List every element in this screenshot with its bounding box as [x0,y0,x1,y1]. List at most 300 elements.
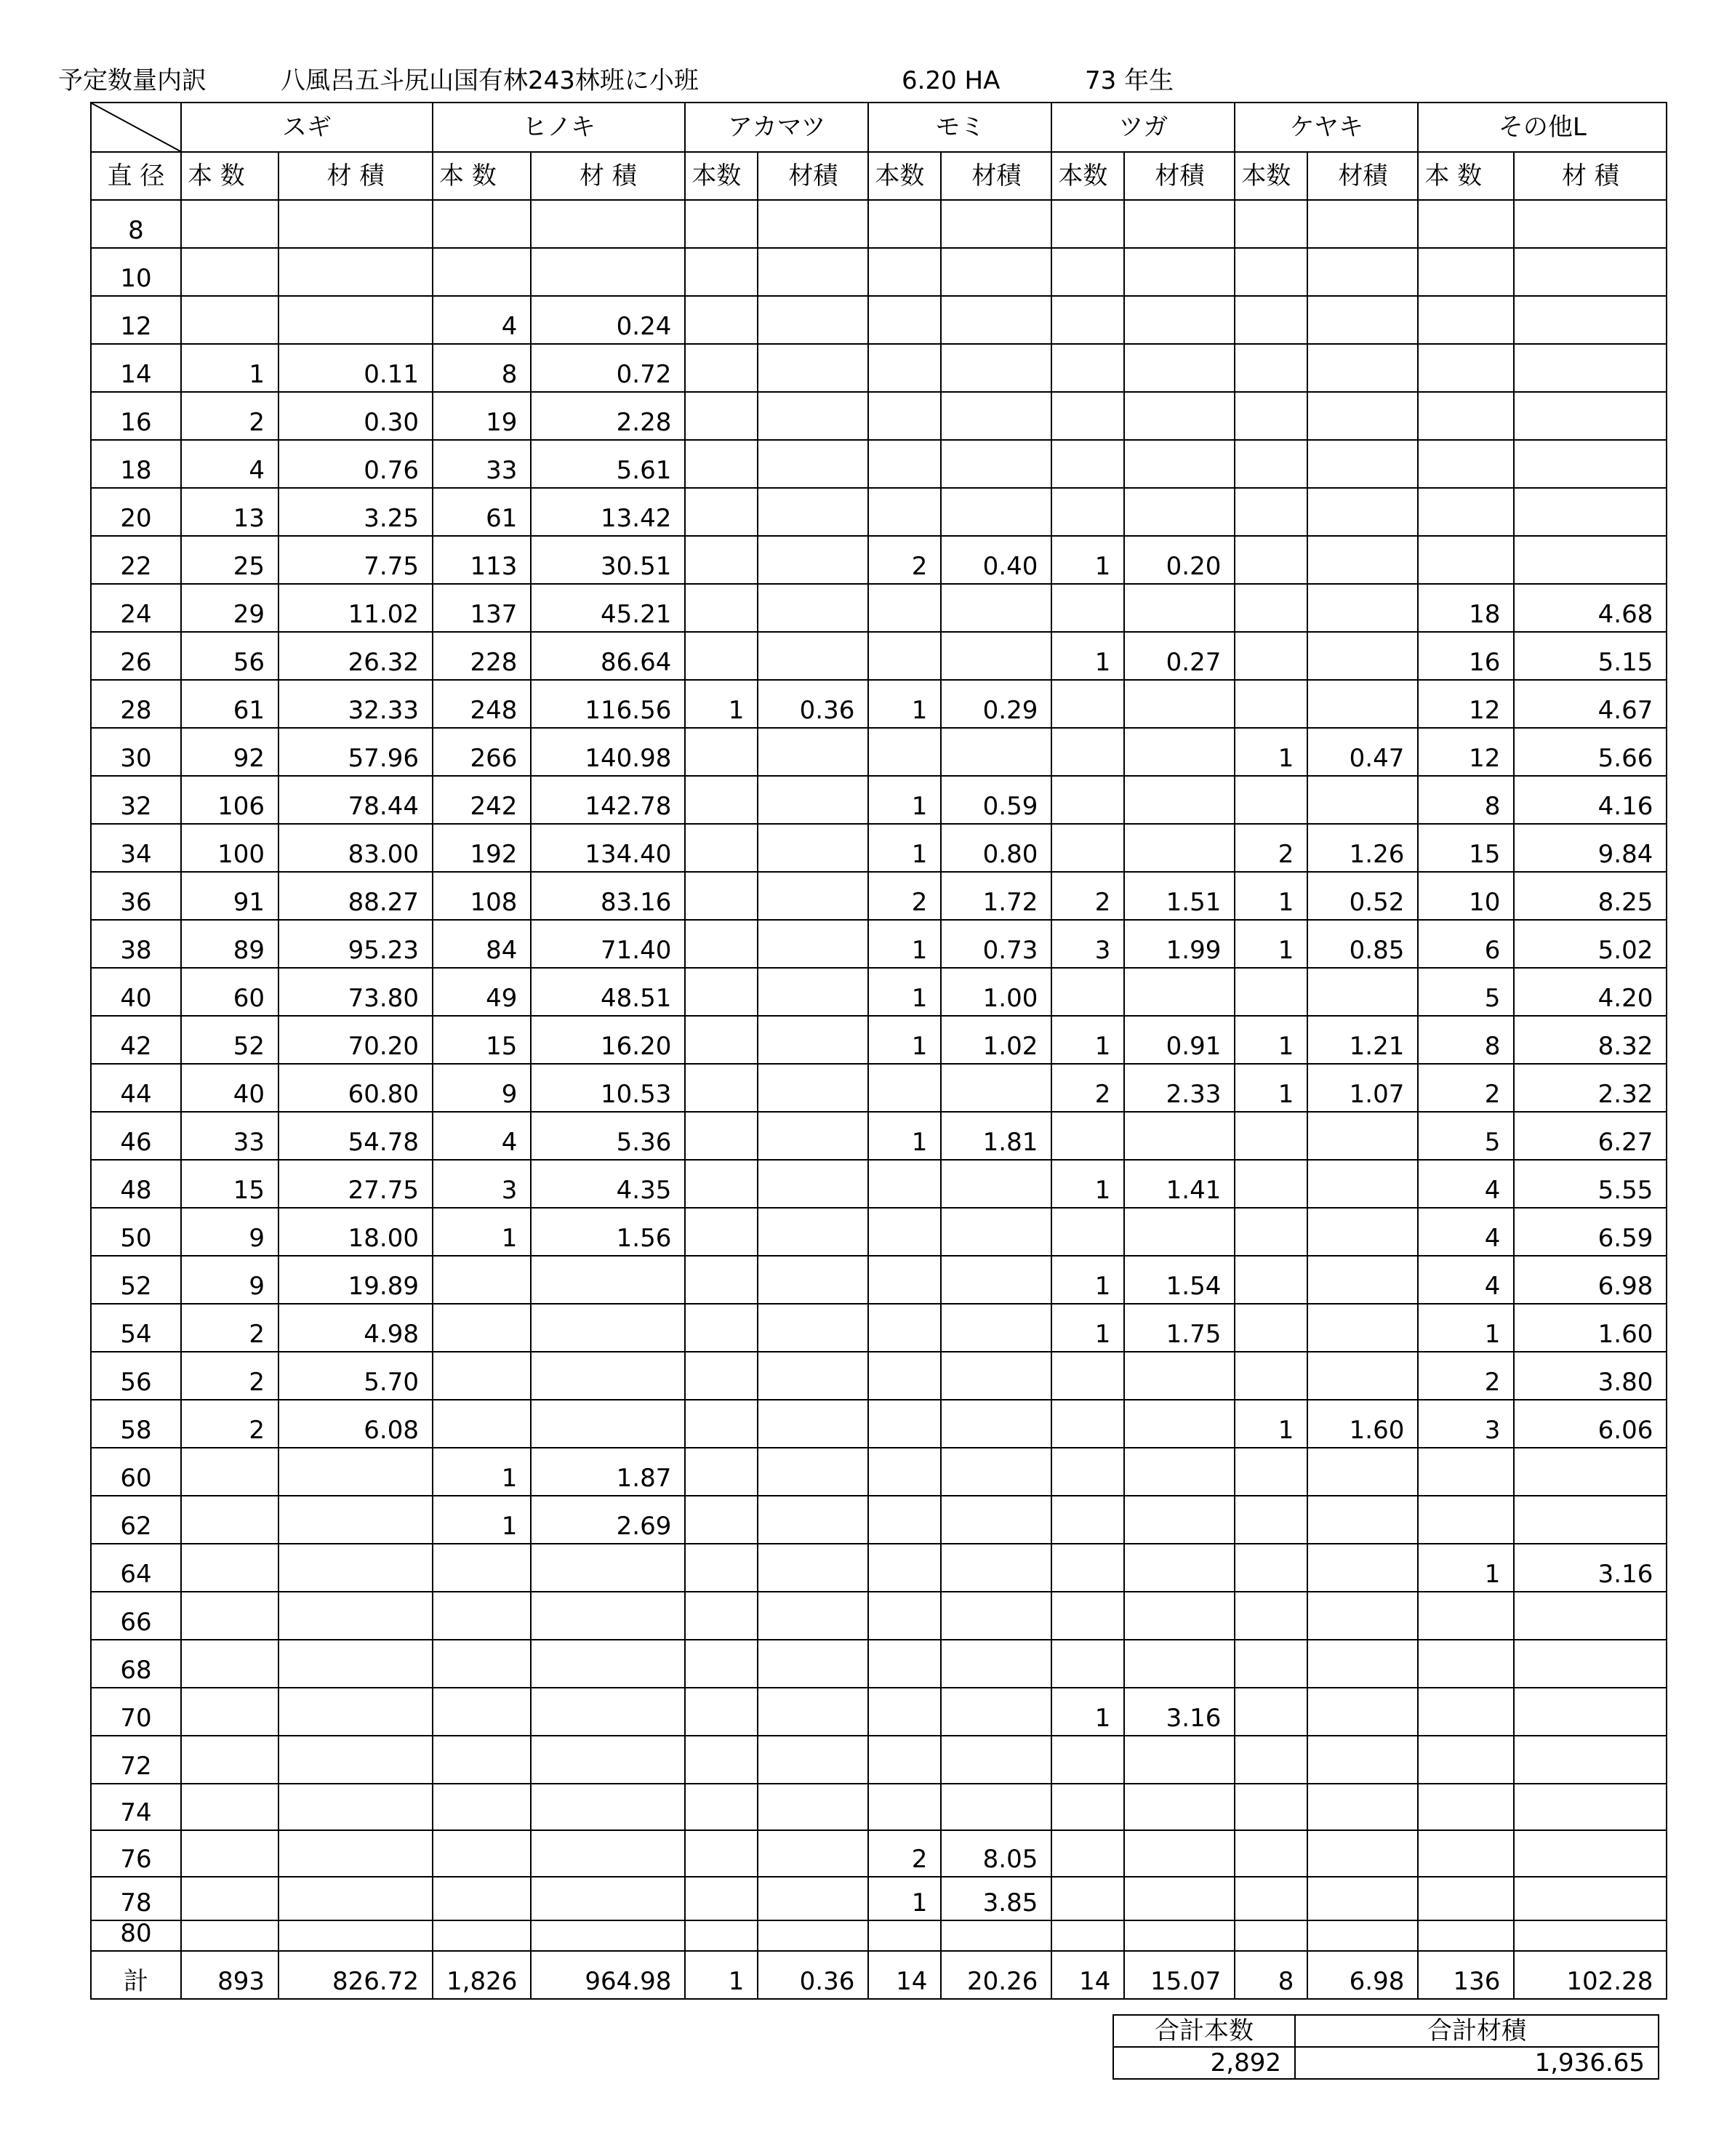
count-cell: 5 [1418,1112,1514,1160]
volume-cell [941,1544,1051,1592]
volume-cell [1514,1784,1667,1830]
diameter-cell: 52 [91,1256,181,1304]
volume-cell: 3.16 [1514,1544,1667,1592]
volume-cell: 1.60 [1307,1400,1418,1448]
volume-cell: 0.59 [941,776,1051,824]
table-row [91,1256,1667,1304]
count-cell [1235,296,1307,344]
count-cell [1051,1640,1124,1688]
volume-cell [758,1592,868,1640]
volume-cell: 9.84 [1514,824,1667,872]
volume-cell [941,200,1051,248]
volume-cell: 0.40 [941,536,1051,584]
volume-cell [941,1688,1051,1736]
volume-cell: 1.51 [1124,872,1235,920]
volume-cell [758,872,868,920]
volume-cell [758,1304,868,1352]
volume-cell: 2.28 [531,392,685,440]
total-volume-cell: 6.98 [1307,1951,1418,1999]
volume-cell [941,1352,1051,1400]
count-cell [181,1920,278,1951]
count-cell: 2 [1051,872,1124,920]
volume-cell [758,632,868,680]
count-cell [1051,1208,1124,1256]
volume-cell: 0.27 [1124,632,1235,680]
volume-cell: 0.20 [1124,536,1235,584]
count-cell: 4 [433,1112,531,1160]
count-cell: 1 [868,824,941,872]
volume-cell [1124,1400,1235,1448]
volume-cell [758,248,868,296]
diameter-cell: 64 [91,1544,181,1592]
count-cell [868,200,941,248]
volume-cell [758,1208,868,1256]
count-cell: 1 [1235,1016,1307,1064]
count-cell: 92 [181,728,278,776]
volume-cell: 0.29 [941,680,1051,728]
diameter-cell: 46 [91,1112,181,1160]
count-cell: 1 [433,1208,531,1256]
count-cell [868,1304,941,1352]
count-cell [685,536,758,584]
count-cell: 3 [1418,1400,1514,1448]
count-cell [1051,1112,1124,1160]
volume-cell [1307,1448,1418,1496]
diameter-cell: 80 [91,1920,181,1951]
count-cell [1051,1352,1124,1400]
volume-cell [531,1877,685,1920]
volume-cell: 5.36 [531,1112,685,1160]
count-cell [868,344,941,392]
count-cell [685,968,758,1016]
volume-cell [278,1496,433,1544]
count-cell [685,1688,758,1736]
volume-cell [1307,1688,1418,1736]
species-name-header: アカマツ [685,103,868,152]
volume-cell: 1.41 [1124,1160,1235,1208]
count-cell [433,200,531,248]
count-cell [1235,1736,1307,1784]
count-cell [685,1496,758,1544]
volume-cell [1124,728,1235,776]
volume-cell: 0.11 [278,344,433,392]
table-row [91,200,1667,248]
volume-cell [758,1830,868,1877]
volume-cell [1514,1830,1667,1877]
count-header: 本数 [1235,152,1307,200]
count-cell [181,1877,278,1920]
count-cell [433,248,531,296]
diagonal-corner-cell [91,103,181,152]
volume-cell: 1.60 [1514,1304,1667,1352]
volume-cell: 142.78 [531,776,685,824]
count-cell [1235,1208,1307,1256]
count-cell [685,1544,758,1592]
table-row [91,1208,1667,1256]
count-cell: 1 [1418,1544,1514,1592]
count-cell [685,392,758,440]
count-cell: 5 [1418,968,1514,1016]
count-cell: 137 [433,584,531,632]
count-cell [1235,488,1307,536]
volume-cell: 1.07 [1307,1064,1418,1112]
diameter-cell: 38 [91,920,181,968]
volume-cell [1307,1640,1418,1688]
volume-cell [941,584,1051,632]
diameter-cell: 36 [91,872,181,920]
count-cell [685,824,758,872]
count-cell [1051,1736,1124,1784]
table-row [91,1784,1667,1830]
volume-cell: 54.78 [278,1112,433,1160]
volume-cell [941,392,1051,440]
volume-cell [758,1256,868,1304]
count-cell: 4 [1418,1208,1514,1256]
total-row [91,1951,1667,1999]
count-cell [181,1496,278,1544]
table-row [91,728,1667,776]
volume-cell [278,296,433,344]
count-cell [1418,200,1514,248]
count-cell [1051,1400,1124,1448]
count-cell [181,248,278,296]
volume-cell [1124,968,1235,1016]
diameter-cell: 24 [91,584,181,632]
count-cell: 25 [181,536,278,584]
count-cell [685,728,758,776]
count-cell: 91 [181,872,278,920]
volume-cell [941,1304,1051,1352]
volume-cell: 140.98 [531,728,685,776]
count-cell [1235,968,1307,1016]
count-cell [1051,200,1124,248]
count-cell [181,200,278,248]
volume-cell [1307,1784,1418,1830]
volume-cell [531,1830,685,1877]
volume-cell [758,1496,868,1544]
total-label: 計 [91,1951,181,1999]
count-cell [685,1640,758,1688]
volume-cell [758,776,868,824]
count-cell [1235,1304,1307,1352]
count-cell: 49 [433,968,531,1016]
count-cell [1235,1352,1307,1400]
volume-cell [758,488,868,536]
count-cell [685,440,758,488]
volume-cell: 0.91 [1124,1016,1235,1064]
diameter-header: 直 径 [91,152,181,200]
count-cell [1418,440,1514,488]
total-count-cell: 14 [1051,1951,1124,1999]
volume-cell: 5.66 [1514,728,1667,776]
total-count-cell: 893 [181,1951,278,1999]
volume-header: 材積 [1124,152,1235,200]
stand-age: 73 年生 [1085,66,1174,95]
count-cell [868,728,941,776]
volume-cell [758,1112,868,1160]
volume-cell [1307,968,1418,1016]
count-cell: 2 [868,536,941,584]
volume-cell: 116.56 [531,680,685,728]
count-cell: 1 [1235,920,1307,968]
volume-cell [1514,1736,1667,1784]
count-cell [868,1256,941,1304]
volume-cell: 5.15 [1514,632,1667,680]
diameter-cell: 48 [91,1160,181,1208]
volume-cell: 1.81 [941,1112,1051,1160]
volume-cell [758,1736,868,1784]
diameter-cell: 72 [91,1736,181,1784]
count-cell [685,1920,758,1951]
volume-header: 材積 [941,152,1051,200]
count-cell: 2 [181,1352,278,1400]
count-cell [1418,1592,1514,1640]
volume-cell: 8.32 [1514,1016,1667,1064]
diameter-cell: 60 [91,1448,181,1496]
count-cell: 2 [181,1304,278,1352]
volume-cell [278,1830,433,1877]
species-name-header: その他L [1418,103,1667,152]
count-cell [433,1544,531,1592]
volume-cell [278,1544,433,1592]
volume-cell [278,1688,433,1736]
forest-location: 八風呂五斗尻山国有林243林班に小班 [281,66,699,95]
species-name-header: スギ [181,103,433,152]
count-cell [868,1496,941,1544]
count-cell: 1 [868,920,941,968]
total-count-cell: 1,826 [433,1951,531,1999]
volume-cell: 83.16 [531,872,685,920]
count-cell [685,1448,758,1496]
count-cell [868,1592,941,1640]
count-cell [1235,1920,1307,1951]
count-cell [181,296,278,344]
volume-cell [758,440,868,488]
volume-cell [1124,584,1235,632]
table-row [91,1830,1667,1877]
volume-cell: 0.36 [758,680,868,728]
count-cell [685,1064,758,1112]
volume-cell [1307,248,1418,296]
count-cell [868,1784,941,1830]
count-header: 本数 [868,152,941,200]
volume-cell [1307,488,1418,536]
volume-cell: 32.33 [278,680,433,728]
count-cell: 1 [868,776,941,824]
count-header: 本数 [1051,152,1124,200]
table-row [91,872,1667,920]
count-cell [1418,488,1514,536]
count-cell [868,248,941,296]
count-cell: 2 [868,1830,941,1877]
volume-cell: 2.33 [1124,1064,1235,1112]
volume-cell [278,1736,433,1784]
volume-cell: 0.30 [278,392,433,440]
count-cell: 9 [433,1064,531,1112]
volume-cell [1124,1592,1235,1640]
count-cell: 108 [433,872,531,920]
count-cell [1051,1448,1124,1496]
volume-cell: 1.02 [941,1016,1051,1064]
count-cell [1051,344,1124,392]
count-cell: 8 [433,344,531,392]
count-cell [1051,776,1124,824]
volume-cell: 6.59 [1514,1208,1667,1256]
volume-cell: 4.68 [1514,584,1667,632]
count-cell: 1 [868,1016,941,1064]
volume-cell [941,1920,1051,1951]
count-cell: 228 [433,632,531,680]
volume-cell [941,296,1051,344]
count-cell [868,632,941,680]
volume-cell [1124,296,1235,344]
volume-cell: 60.80 [278,1064,433,1112]
volume-cell [1124,1496,1235,1544]
table-row [91,1736,1667,1784]
count-cell: 1 [685,680,758,728]
count-cell [433,1830,531,1877]
count-cell: 1 [868,1112,941,1160]
count-cell: 9 [181,1208,278,1256]
volume-cell [941,1160,1051,1208]
volume-cell [1307,392,1418,440]
count-cell [1051,584,1124,632]
count-cell [868,1064,941,1112]
count-cell [1051,488,1124,536]
table-row [91,1877,1667,1920]
table-row [91,632,1667,680]
count-cell [1235,1877,1307,1920]
volume-cell: 1.72 [941,872,1051,920]
volume-cell: 8.05 [941,1830,1051,1877]
volume-cell: 86.64 [531,632,685,680]
volume-cell [1307,344,1418,392]
count-cell [868,1688,941,1736]
count-cell: 52 [181,1016,278,1064]
volume-cell [758,1877,868,1920]
table-row [91,680,1667,728]
count-cell [685,1592,758,1640]
count-cell [868,1160,941,1208]
count-cell: 1 [1235,728,1307,776]
volume-cell: 0.72 [531,344,685,392]
count-cell: 2 [1235,824,1307,872]
count-cell: 1 [1051,632,1124,680]
count-cell [1235,1592,1307,1640]
table-row [91,1920,1667,1951]
count-cell [685,1256,758,1304]
volume-cell [1514,296,1667,344]
count-cell: 106 [181,776,278,824]
count-cell: 2 [181,1400,278,1448]
count-cell [1051,728,1124,776]
volume-cell [1124,680,1235,728]
count-cell [868,1920,941,1951]
volume-cell: 2.32 [1514,1064,1667,1112]
total-volume-cell: 0.36 [758,1951,868,1999]
count-cell: 1 [1235,1400,1307,1448]
species-name-header: ツガ [1051,103,1235,152]
volume-cell [1514,1448,1667,1496]
count-cell [1051,248,1124,296]
count-cell [1418,1736,1514,1784]
volume-cell [531,1688,685,1736]
count-cell [1418,1920,1514,1951]
count-cell [1418,1784,1514,1830]
volume-cell: 0.76 [278,440,433,488]
count-cell [1235,1688,1307,1736]
volume-cell: 11.02 [278,584,433,632]
count-cell [1418,392,1514,440]
volume-header: 材 積 [278,152,433,200]
count-cell: 248 [433,680,531,728]
table-row [91,1112,1667,1160]
diameter-cell: 30 [91,728,181,776]
volume-cell: 3.85 [941,1877,1051,1920]
count-cell: 61 [433,488,531,536]
table-row [91,1160,1667,1208]
volume-cell [1307,1160,1418,1208]
volume-cell [941,440,1051,488]
total-count-cell: 14 [868,1951,941,1999]
volume-cell: 6.27 [1514,1112,1667,1160]
volume-cell [1307,296,1418,344]
table-row [91,344,1667,392]
diameter-cell: 14 [91,344,181,392]
document-title: 予定数量内訳 [58,66,207,95]
count-cell: 1 [1051,1016,1124,1064]
count-cell [1418,1640,1514,1688]
table-row [91,1544,1667,1592]
volume-cell: 6.98 [1514,1256,1667,1304]
diameter-cell: 76 [91,1830,181,1877]
count-cell [685,872,758,920]
volume-cell: 1.75 [1124,1304,1235,1352]
count-cell [685,488,758,536]
volume-cell [758,968,868,1016]
volume-cell [531,1920,685,1951]
volume-cell [1307,1877,1418,1920]
count-cell: 84 [433,920,531,968]
volume-cell [758,1160,868,1208]
volume-cell: 4.67 [1514,680,1667,728]
volume-cell: 30.51 [531,536,685,584]
volume-cell [278,1877,433,1920]
volume-cell: 5.70 [278,1352,433,1400]
count-cell [685,1352,758,1400]
volume-cell [278,1920,433,1951]
volume-cell [1124,1784,1235,1830]
count-cell: 40 [181,1064,278,1112]
count-cell: 56 [181,632,278,680]
volume-cell: 6.06 [1514,1400,1667,1448]
volume-cell [941,1592,1051,1640]
volume-cell: 16.20 [531,1016,685,1064]
count-cell [433,1640,531,1688]
total-count-label: 合計本数 [1113,2015,1295,2047]
volume-cell: 18.00 [278,1208,433,1256]
volume-cell [758,1064,868,1112]
volume-cell: 1.00 [941,968,1051,1016]
count-cell: 15 [433,1016,531,1064]
volume-cell: 1.56 [531,1208,685,1256]
count-cell [1051,392,1124,440]
volume-cell [758,728,868,776]
count-cell [433,1400,531,1448]
table-row [91,248,1667,296]
table-row [91,488,1667,536]
count-cell: 19 [433,392,531,440]
